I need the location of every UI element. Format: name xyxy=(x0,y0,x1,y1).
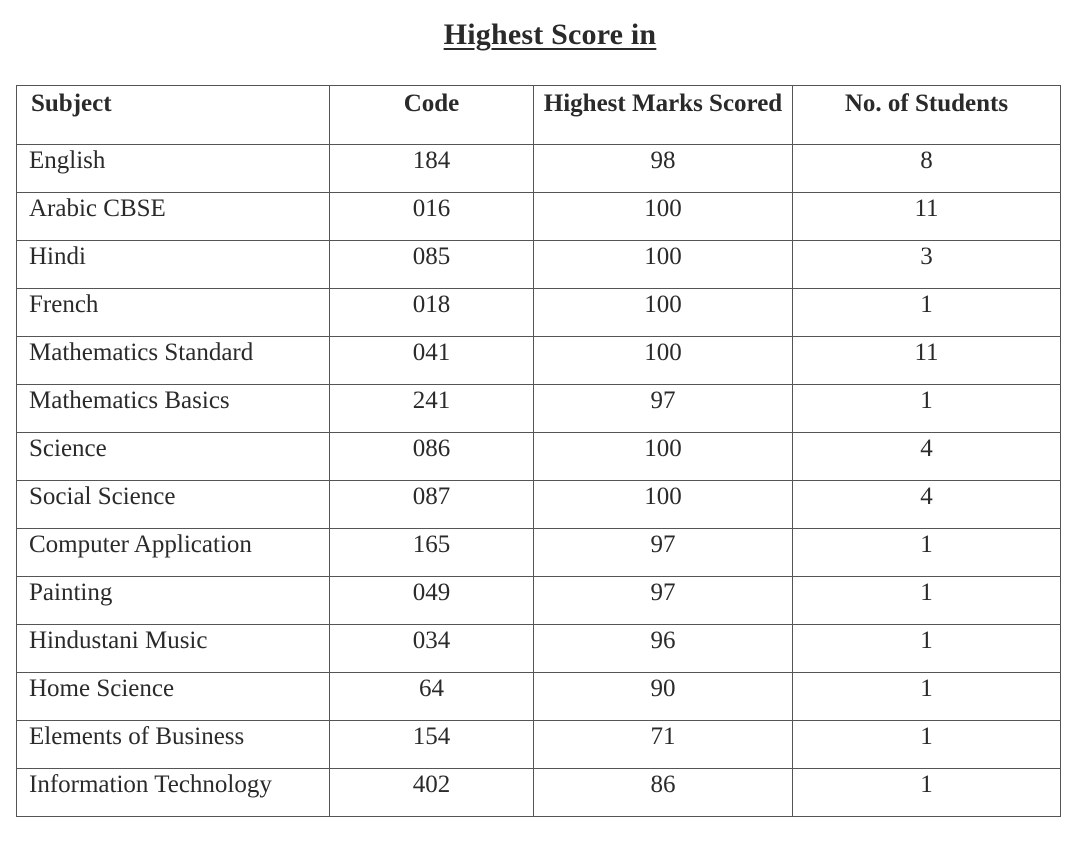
cell-code: 086 xyxy=(330,433,534,481)
table-row xyxy=(17,721,1061,769)
cell-subject: Mathematics Standard xyxy=(17,337,330,385)
cell-no-of-students: 11 xyxy=(793,193,1061,241)
cell-no-of-students: 1 xyxy=(793,385,1061,433)
cell-no-of-students: 1 xyxy=(793,577,1061,625)
cell-highest-marks: 97 xyxy=(534,577,793,625)
cell-no-of-students: 1 xyxy=(793,625,1061,673)
cell-highest-marks: 100 xyxy=(534,241,793,289)
cell-code: 154 xyxy=(330,721,534,769)
cell-no-of-students: 1 xyxy=(793,673,1061,721)
cell-highest-marks: 100 xyxy=(534,337,793,385)
table-row xyxy=(17,577,1061,625)
header-highest-marks: Highest Marks Scored xyxy=(534,86,793,145)
cell-highest-marks: 97 xyxy=(534,529,793,577)
cell-highest-marks: 97 xyxy=(534,385,793,433)
cell-no-of-students: 1 xyxy=(793,529,1061,577)
cell-highest-marks: 71 xyxy=(534,721,793,769)
cell-highest-marks: 100 xyxy=(534,481,793,529)
table-row xyxy=(17,385,1061,433)
cell-highest-marks: 100 xyxy=(534,289,793,337)
cell-no-of-students: 4 xyxy=(793,433,1061,481)
cell-subject: English xyxy=(17,145,330,193)
cell-subject: Hindustani Music xyxy=(17,625,330,673)
table-row xyxy=(17,337,1061,385)
table-row xyxy=(17,481,1061,529)
cell-no-of-students: 4 xyxy=(793,481,1061,529)
cell-subject: Social Science xyxy=(17,481,330,529)
cell-no-of-students: 11 xyxy=(793,337,1061,385)
table-row xyxy=(17,433,1061,481)
cell-subject: Painting xyxy=(17,577,330,625)
highest-score-table xyxy=(16,85,1061,817)
cell-no-of-students: 1 xyxy=(793,721,1061,769)
table-row xyxy=(17,193,1061,241)
cell-highest-marks: 100 xyxy=(534,433,793,481)
cell-subject: Computer Application xyxy=(17,529,330,577)
cell-highest-marks: 86 xyxy=(534,769,793,817)
cell-code: 64 xyxy=(330,673,534,721)
cell-code: 184 xyxy=(330,145,534,193)
cell-highest-marks: 96 xyxy=(534,625,793,673)
cell-code: 241 xyxy=(330,385,534,433)
cell-subject: Information Technology xyxy=(17,769,330,817)
table-row xyxy=(17,625,1061,673)
header-subject: Subject xyxy=(17,86,330,145)
cell-subject: Hindi xyxy=(17,241,330,289)
cell-no-of-students: 1 xyxy=(793,289,1061,337)
cell-code: 034 xyxy=(330,625,534,673)
cell-code: 165 xyxy=(330,529,534,577)
cell-code: 087 xyxy=(330,481,534,529)
cell-highest-marks: 100 xyxy=(534,193,793,241)
table-body xyxy=(17,145,1061,817)
cell-subject: Elements of Business xyxy=(17,721,330,769)
cell-code: 041 xyxy=(330,337,534,385)
table-row xyxy=(17,529,1061,577)
cell-subject: Home Science xyxy=(17,673,330,721)
table-row xyxy=(17,769,1061,817)
cell-subject: Science xyxy=(17,433,330,481)
cell-code: 402 xyxy=(330,769,534,817)
cell-subject: French xyxy=(17,289,330,337)
cell-no-of-students: 3 xyxy=(793,241,1061,289)
cell-code: 016 xyxy=(330,193,534,241)
table-row xyxy=(17,145,1061,193)
cell-code: 018 xyxy=(330,289,534,337)
cell-highest-marks: 90 xyxy=(534,673,793,721)
table-row xyxy=(17,673,1061,721)
cell-highest-marks: 98 xyxy=(534,145,793,193)
table-header-row xyxy=(17,86,1061,145)
cell-code: 085 xyxy=(330,241,534,289)
header-no-of-students: No. of Students xyxy=(793,86,1061,145)
header-code: Code xyxy=(330,86,534,145)
table-row xyxy=(17,241,1061,289)
cell-no-of-students: 8 xyxy=(793,145,1061,193)
cell-code: 049 xyxy=(330,577,534,625)
cell-no-of-students: 1 xyxy=(793,769,1061,817)
table-row xyxy=(17,289,1061,337)
cell-subject: Arabic CBSE xyxy=(17,193,330,241)
cell-subject: Mathematics Basics xyxy=(17,385,330,433)
document-title: Highest Score in xyxy=(443,18,657,51)
